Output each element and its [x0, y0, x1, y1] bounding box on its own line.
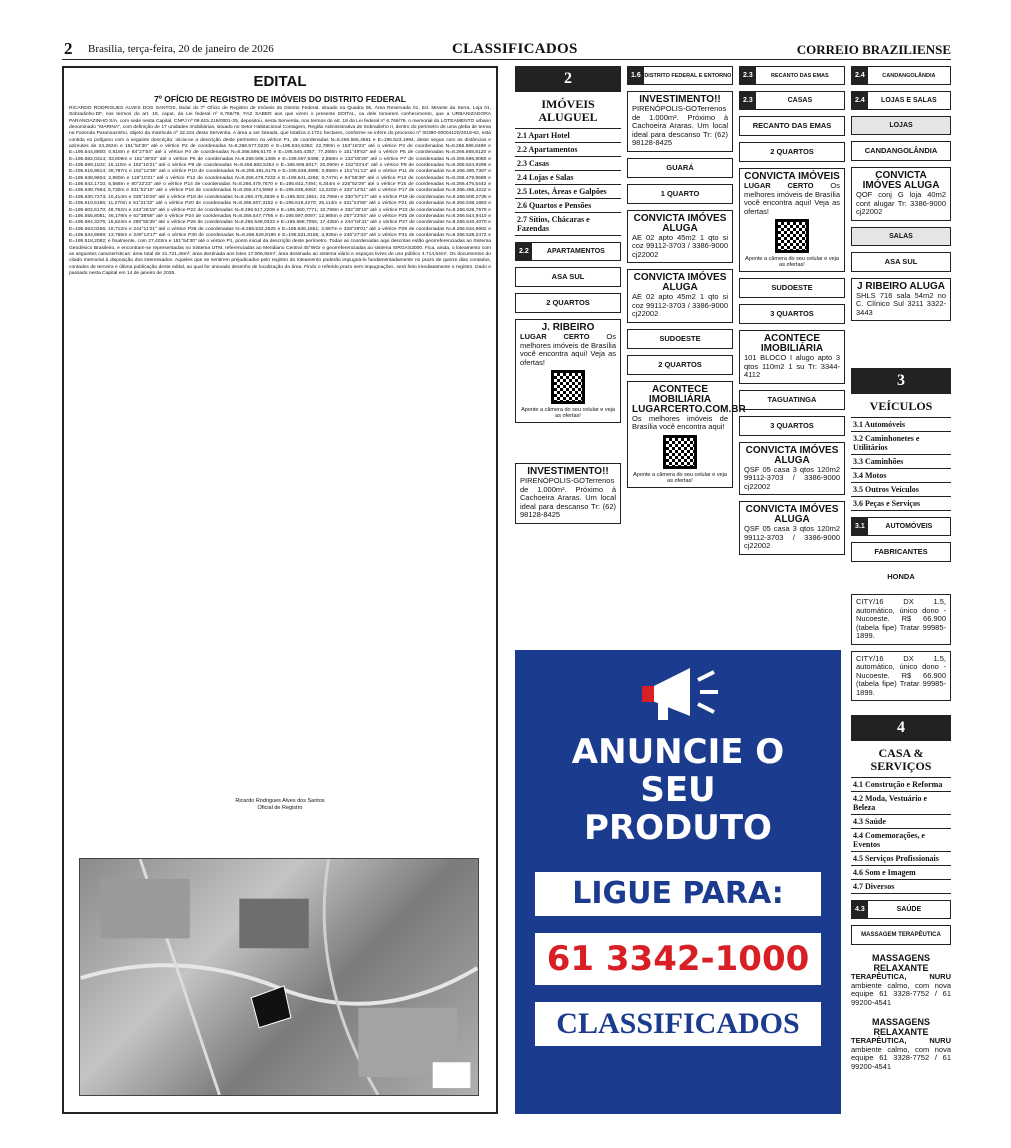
tag-label: APARTAMENTOS: [546, 248, 605, 255]
ad-text: CITY/16 DX 1.5, automático, único dono - Nucoeste. R$ 66.900 (tabela fipe) Tratar 99985-1899.: [856, 597, 946, 640]
region-box: RECANTO DAS EMAS: [739, 116, 845, 136]
category-item[interactable]: 3.1 Automóveis: [851, 418, 951, 432]
advertise-promo-banner[interactable]: [515, 650, 841, 1114]
classified-ad[interactable]: [627, 269, 733, 323]
ad-text: SHLS 716 sala 54m2 no C. Clínico Sul 3211 3322-3443: [856, 290, 946, 317]
region-box: GUARÁ: [627, 158, 733, 178]
promo-call-label: LIGUE PARA:: [535, 872, 821, 916]
brand-box: HONDA: [887, 572, 915, 581]
tag-label: CASAS: [787, 97, 813, 104]
classified-ad[interactable]: [739, 501, 845, 555]
category-item[interactable]: 3.2 Caminhonetes e Utilitários: [851, 432, 951, 455]
category-item[interactable]: 2.3 Casas: [515, 157, 621, 171]
ad-text: QOF conj G loja 40m2 cont alugar Tr: 3386-9000 cj22002: [856, 190, 946, 216]
tag-number: 2.4: [852, 67, 868, 84]
ad-headline: CONVICTA IMÓVES ALUGA: [745, 504, 839, 525]
category-item[interactable]: 4.6 Som e Imagem: [851, 866, 951, 880]
ad-subhead: TERAPÊUTICA, NURU: [851, 1036, 951, 1045]
tag-label: AUTOMÓVEIS: [885, 523, 933, 530]
rooms-box: 1 QUARTO: [627, 184, 733, 204]
classified-ad[interactable]: [627, 91, 733, 152]
qr-code-icon[interactable]: [663, 435, 697, 469]
classified-ad[interactable]: [851, 951, 951, 1009]
classified-ad[interactable]: [739, 330, 845, 384]
subsection-tag: [851, 517, 951, 536]
category-box: MASSAGEM TERAPÊUTICA: [851, 925, 951, 945]
classified-ad[interactable]: [627, 210, 733, 264]
region-box: TAGUATINGA: [739, 390, 845, 410]
tag-number: 4.3: [852, 901, 868, 918]
region-box: ASA SUL: [515, 267, 621, 287]
ad-text: QSF 05 casa 3 qtos 120m2 99112-3703 / 3386-9000 cj22002: [744, 464, 840, 491]
classified-ad[interactable]: [515, 463, 621, 524]
classified-ad[interactable]: [739, 168, 845, 272]
category-item[interactable]: 4.1 Construção e Reforma: [851, 778, 951, 792]
classified-ad[interactable]: [515, 319, 621, 423]
ad-text: AE 02 apto 45m2 1 qto si coz 99112-3703 / 3386-9000 cj22002: [632, 292, 728, 318]
classified-ad[interactable]: [851, 594, 951, 645]
tag-label: SAÚDE: [896, 906, 922, 913]
tag-label: CANDANGOLÂNDIA: [882, 72, 936, 79]
ad-headline: CONVICTA IMÓVES ALUGA: [633, 272, 727, 293]
section-title-casa: CASA & SERVIÇOS: [870, 746, 932, 773]
subsection-tag: [739, 66, 845, 85]
category-item[interactable]: 2.6 Quartos e Pensões: [515, 199, 621, 213]
section-number-2: 2: [515, 66, 621, 92]
tag-number: 1.6: [628, 67, 644, 84]
classified-ad[interactable]: [627, 381, 746, 488]
category-item[interactable]: 2.4 Lojas e Salas: [515, 171, 621, 185]
rooms-box: 2 QUARTOS: [627, 355, 733, 375]
page-header: [62, 40, 951, 60]
column-casas: [739, 66, 845, 555]
ad-text: QSF 05 casa 3 qtos 120m2 99112-3703 / 3386-9000 cj22002: [744, 524, 840, 550]
ad-text: ambiente calmo, com nova equipe 61 3328-7752 / 61 99200-4541: [851, 980, 951, 1007]
ad-text: Os melhores imóveis de Brasília você encontra aqui! Veja as ofertas!: [744, 181, 840, 216]
category-list: [851, 777, 951, 894]
region-box: ASA SUL: [851, 252, 951, 272]
ad-text: ambiente calmo, com nova equipe 61 3328-7752 / 61 99200-4541: [851, 1044, 951, 1071]
signature-role: Oficial de Registro: [257, 805, 303, 811]
promo-headline: [515, 733, 841, 847]
category-item[interactable]: 4.4 Comemorações, e Eventos: [851, 829, 951, 852]
classified-ad[interactable]: [851, 651, 951, 702]
tag-number: 2.2: [516, 243, 532, 260]
edital-body: RICARDO RODRIGUES ALVES DOS SANTOS, titular do 7º Ofício de Registro de Imóveis do Distrito Federal, situado na Quadra 05, Área Reservada 01, Ed. Mirante da Serra, Loja 01, Sobradinho-DF, nos termos do art. 19, caput, da Lei federal nº 6.766/79, FAZ SABER aos que virem o presente EDITAL, ou dele tomarem conhecimento, que a URBANIZADORA PARANOAZINHO S/A, com sede nesta Capital, CNPJ nº 09.615.219/0001-25, depositou, nesta Serventia, nos termos do art. 18 da Lei federal nº 6.766/79, o memorial do LOTEAMENTO urbano denominado "MARINA", com definição de 17 unidades imobiliárias, situado no Setor Habitacional Contagem, Região Administrativa de Sobradinho II, dentro do perímetro de uma gleba de terras na Fazenda Paranoazinho, objeto da matrícula nº 22.224 desta Serventia. A área a ser loteada, que totaliza 2.1721 hectares, conforme se infere do processo nº 00390-00004120/2019-62, está contida no polígono com a seguinte descrição: inicia-se a descrição deste perímetro no vértice P1, de coordenadas N=8.266.555,4561 e E=195.523,1994, deste segue com as distâncias e azimutes de 24,262m e 151°54'30" até o vértice P2 de coordenadas N=8.266.577,0220 e E=195.534,6362; 22,780m e 153°18'23" até o vértice P3 de coordenadas N=8.266.596,6489 e E=195.544,8800; 0,618m e 84°27'54" até o vértice P4 de coordenadas N=8.266.596,6170 e E=195.545,4357; 77,268m e 151°49'53" até o vértice P5 de coordenadas N=8.266.568,8120 e E=195.582,0314; 33,609m e 151°49'03" até o vértice P6 de coordenadas N=8.266.598,1486 e E=195.597,9496; 2,558m e 133°00'28" até o vértice P7 de coordenadas N=8.266.596,8080 e E=195.599,1102; 16,110m e 152°16'21" até o vértice P8 de coordenadas N=8.266.582,5354 e E=195.606,6017; 20,090m e 152°03'44" até o vértice P9 de coordenadas N=8.266.524,9298 e E=195.615,9614; 48,787m e 152°12'36" até o vértice P10 de coordenadas N=8.266.481,6175 e E=195.638,4995; 0,958m e 151°01'12" até o vértice P11 de coordenadas N=8.266.480,7387 e E=195.638,9604; 2,860m e 118°10'21" até o vértice P12 de coordenadas N=8.266.479,7233 e E=195.641,4265; 0,747m e 84°56'39" até o vértice P13 de coordenadas N=8.266.479,9589 e E=195.642,1710; 6,588m e 80°22'23" até o vértice P14 de coordenadas N=8.266.479,7570 e E=195.642,7494; 6,344m e 225°52'29" até o vértice P15 de coordenadas N=8.266.475,5442 e E=195.638,7564; 6,730m e 331°52'16" até o vértice P16 de coordenadas N=8.266.474,5992 e E=195.636,4063; 12,220m e 332°14'51" até o vértice P17 de coordenadas N=8.266.465,4222 e E=195.630,7274; 10,414m e 335°19'29" até o vértice P18 de coordenadas N=8.266.475,4639 e E=195.622,1651; 23,766m e 330°57'17" até o vértice P19 de coordenadas N=8.266.500,2735 e E=195.610,6186; 11,270m e 51°21'32" até o vértice P20 de coordenadas N=8.266.507,3152 e E=195.619,4270; 25,114m e 331°24'58" até o vértice P21 de coordenadas N=8.266.538,1683 e E=195.602,6170; 48,762m e 243°26'19" até o vértice P22 de coordenadas N=8.266.517,2208 e E=195.560,7771; 10,768m e 332°30'19" até o vértice P23 de coordenadas N=8.266.526,7579 e E=195.555,8081; 46,179m e 62°38'58" até o vértice P24 de coordenadas N=8.266.547,7795 e E=195.597,0097; 12,985m e 257°23'54" até o vértice P25 de coordenadas N=8.266.544,9410 e E=195.584,3376; 15,824m e 280°55'35" até o vértice P26 de coordenadas N=8.266.548,0333 e E=195.568,7055; 17,435m e 244°04'41" até o vértice P27 de coordenadas N=8.266.540,4070 e E=195.553,0256; 18,712m e 244°11'21" até o vértice P28 de coordenadas N=8.266.532,2525 e E=195.536,1851; 2,867m e 328°29'01" até o vértice P29 de coordenadas N=8.266.534,6982 e E=195.534,6869; 13,765m e 249°13'17" até o vértice P30 de coordenadas N=8.266.529,8190 e E=195.521,8155; 3,935m e 246°27'43" até o vértice P31 de coordenadas N=8.266.528,2472 e E=195.518,2082; e finalmente, com 27,402m e 151°54'30" até o vértice P1, ponto inicial da descrição deste perímetro. Todas as coordenadas aqui descritas estão georreferenciadas ao Sistema Geodésico Brasileiro, e encontram-se representadas no Sistema UTM, referenciadas ao Meridiano Central 45°WGr e georreferenciadas ao sistema SIRGAS2000. Fica, ainda, o loteamento com as seguintes características: área total de 21.721,46m²; área destinada aos lotes 17.006,92m²; área destinada ao sistema viário e espaços livres de uso público 4.714,54m². Os documentos do citado memorial à disposição dos interessados. Aqueles que se sentirem prejudicados pelo registro do loteamento poderão impugná-lo fundamentadamente no prazo de quinze dias contados, contados de terceira e última publicação deste edital, ao qual for anexado desenho de localização da área. Findo o referido prazo sem impugnações, será feito imediatamente o registro. Dado e passado nesta Capital em 14 de janeiro de 2026.: [69, 106, 491, 276]
tag-number: 2.3: [740, 67, 756, 84]
ad-headline: ACONTECE IMOBILIÁRIA: [760, 333, 824, 354]
region-box: CANDANGOLÂNDIA: [851, 141, 951, 161]
tag-number: 2.3: [740, 92, 756, 109]
category-box: FABRICANTES: [851, 542, 951, 562]
subsection-tag: [851, 66, 951, 85]
ad-text: CITY/16 DX 1.5, automático, único dono - Nucoeste. R$ 66.900 (tabela fipe) Tratar 99985-1899.: [856, 653, 946, 697]
category-item[interactable]: 2.2 Apartamentos: [515, 143, 621, 157]
classified-ad[interactable]: [851, 167, 951, 221]
category-box: SALAS: [851, 227, 951, 246]
ad-headline: J RIBEIRO ALUGA: [857, 280, 945, 292]
column-imoveis-aluguel: [515, 66, 621, 524]
section-title-veiculos: VEÍCULOS: [869, 399, 933, 413]
ad-headline: MASSAGENS RELAXANTE: [871, 1017, 930, 1037]
region-box: SUDOESTE: [627, 329, 733, 349]
ad-note: Aponte a câmera do seu celular e veja as ofertas!: [745, 256, 839, 268]
category-item[interactable]: 3.6 Peças e Serviços: [851, 497, 951, 511]
tag-label: DISTRITO FEDERAL E ENTORNO: [644, 72, 732, 79]
location-map-image: [79, 858, 479, 1096]
category-item[interactable]: 2.5 Lotes, Áreas e Galpões: [515, 185, 621, 199]
category-item[interactable]: 4.3 Saúde: [851, 815, 951, 829]
ad-headline: MASSAGENS RELAXANTE: [871, 953, 930, 973]
subsection-tag: [851, 900, 951, 919]
rooms-box: 3 QUARTOS: [739, 304, 845, 324]
subsection-tag: [851, 91, 951, 110]
ad-subhead: TERAPÊUTICA, NURU: [851, 972, 951, 981]
category-item[interactable]: 3.4 Motos: [851, 469, 951, 483]
category-item[interactable]: 2.7 Sítios, Chácaras e Fazendas: [515, 213, 621, 236]
promo-line: ANUNCIE O: [571, 732, 785, 772]
category-box: LOJAS: [851, 116, 951, 135]
qr-code-icon[interactable]: [775, 219, 809, 253]
ad-headline: INVESTIMENTO!!: [639, 94, 721, 105]
edital-title: EDITAL: [253, 73, 307, 90]
edital-notice: [62, 66, 498, 1114]
rooms-box: 2 QUARTOS: [515, 293, 621, 313]
ad-note: Aponte a câmera do seu celular e veja as ofertas!: [521, 407, 615, 419]
ad-text: PIRENÓPOLIS-GOTerrenos de 1.000m². Próximo à Cachoeira Araras. Um local ideal para descanso Tr: (62) 98128-8425: [520, 476, 616, 519]
section-number-3: 3: [851, 368, 951, 394]
ad-headline: INVESTIMENTO!!: [527, 466, 609, 477]
edital-subtitle: 7º OFÍCIO DE REGISTRO DE IMÓVEIS DO DISTRITO FEDERAL: [154, 94, 406, 104]
column-distrito-federal: [627, 66, 746, 488]
ad-headline: CONVICTA IMÓVES ALUGA: [633, 212, 727, 234]
ad-headline: CONVICTA IMÓVES ALUGA: [862, 170, 940, 191]
ad-text: Os melhores imóveis de Brasília você encontra aqui! Veja as ofertas!: [520, 332, 616, 367]
classified-ad[interactable]: [851, 1015, 951, 1073]
map-illustration: [80, 859, 478, 1095]
ad-text: AE 02 apto 45m2 1 qto si coz 99112-3703 / 3386-9000 cj22002: [632, 232, 728, 259]
category-item[interactable]: 2.1 Apart Hotel: [515, 129, 621, 143]
tag-label: RECANTO DAS EMAS: [771, 72, 829, 79]
promo-phone[interactable]: 61 3342-1000: [535, 933, 821, 985]
promo-brand: CLASSIFICADOS: [535, 1002, 821, 1046]
ad-headline: CONVICTA IMÓVEIS: [744, 171, 840, 182]
ad-note: Aponte a câmera do seu celular e veja as ofertas!: [633, 471, 727, 484]
category-list: [515, 128, 621, 236]
ad-text: 101 BLOCO I alugo apto 3 qtos 110m2 1 su Tr: 3344-4112: [744, 353, 840, 379]
tag-number: 3.1: [852, 518, 868, 535]
ad-subhead: LUGAR CERTO: [744, 181, 814, 190]
edital-signature: [64, 798, 496, 812]
ad-headline: J. RIBEIRO: [541, 322, 595, 333]
promo-line: PRODUTO: [584, 808, 772, 848]
subsection-tag: [739, 91, 845, 110]
tag-number: 2.4: [852, 92, 868, 109]
promo-line: SEU: [640, 770, 716, 810]
category-item[interactable]: 4.5 Serviços Profissionais: [851, 852, 951, 866]
region-box: SUDOESTE: [739, 278, 845, 298]
qr-code-icon[interactable]: [551, 370, 585, 404]
brand-logo: CORREIO BRAZILIENSE: [796, 42, 951, 57]
column-lojas-salas: [851, 66, 951, 321]
ad-subhead: LUGAR CERTO: [520, 332, 590, 341]
classified-ad[interactable]: [851, 278, 951, 322]
rooms-box: 2 QUARTOS: [739, 142, 845, 162]
ad-text: PIRENÓPOLIS-GOTerrenos de 1.000m². Próximo à Cachoeira Araras. Um local ideal para descanso Tr: (62) 98128-8425: [632, 104, 728, 147]
category-item[interactable]: 3.5 Outros Veículos: [851, 483, 951, 497]
ad-headline: CONVICTA IMÓVES ALUGA: [745, 444, 839, 466]
tag-label: LOJAS E SALAS: [881, 97, 937, 104]
category-item[interactable]: 4.7 Diversos: [851, 880, 951, 894]
signature-name: Ricardo Rodrigues Alves dos Santos: [235, 798, 325, 804]
classified-ad[interactable]: [739, 442, 845, 496]
category-item[interactable]: 3.3 Caminhões: [851, 455, 951, 469]
section-number-4: 4: [851, 715, 951, 741]
page-number: 2: [64, 39, 73, 58]
ad-text: Os melhores imóveis de Brasília você encontra aqui!: [632, 413, 728, 431]
megaphone-icon: [640, 660, 720, 728]
column-veiculos: [851, 368, 951, 1073]
rooms-box: 3 QUARTOS: [739, 416, 845, 436]
section-title: CLASSIFICADOS: [452, 41, 578, 57]
page-date: Brasília, terça-feira, 20 de janeiro de 2026: [88, 43, 274, 55]
ad-headline: ACONTECE IMOBILIÁRIA LUGARCERTO.COM.BR: [632, 383, 746, 415]
subsection-tag: [515, 242, 621, 261]
category-list: [851, 417, 951, 511]
category-item[interactable]: 4.2 Moda, Vestuário e Beleza: [851, 792, 951, 815]
section-title-imoveis: IMÓVEIS ALUGUEL: [538, 97, 598, 124]
subsection-tag: [627, 66, 733, 85]
